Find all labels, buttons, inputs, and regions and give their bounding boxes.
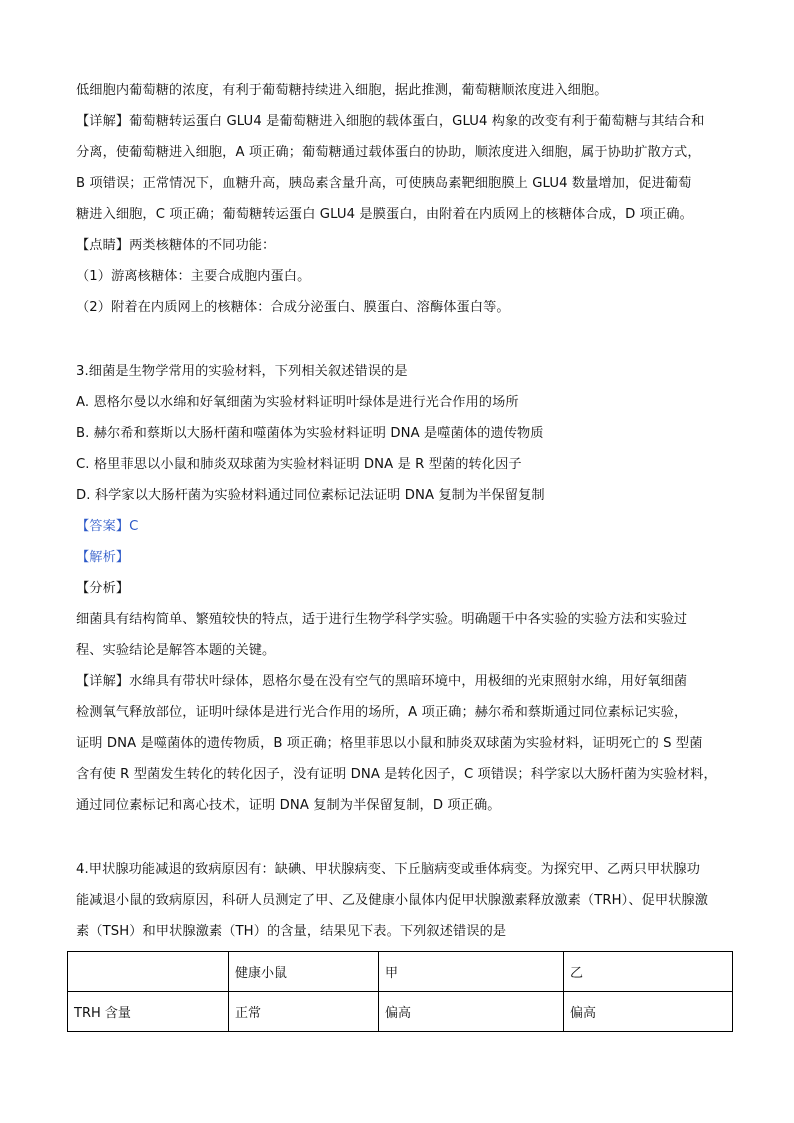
text-line: 糖进入细胞，C 项正确；葡萄糖转运蛋白 GLU4 是膜蛋白，由附着在内质网上的核糖体合成，D 项正确。 bbox=[76, 207, 693, 222]
table-cell: 乙 bbox=[564, 952, 733, 992]
option-c: C. 格里菲思以小鼠和肺炎双球菌为实验材料证明 DNA 是 R 型菌的转化因子 bbox=[76, 457, 522, 472]
tip-item-2: （2）附着在内质网上的核糖体：合成分泌蛋白、膜蛋白、溶酶体蛋白等。 bbox=[76, 300, 510, 315]
tip-heading: 【点睛】两类核糖体的不同功能： bbox=[76, 238, 276, 253]
option-d: D. 科学家以大肠杆菌为实验材料通过同位素标记法证明 DNA 复制为半保留复制 bbox=[76, 488, 545, 503]
table-row bbox=[68, 952, 733, 992]
text-line: 细菌具有结构简单、繁殖较快的特点，适于进行生物学科学实验。明确题干中各实验的实验方法和实验过 bbox=[76, 612, 688, 627]
text-line: 能减退小鼠的致病原因，科研人员测定了甲、乙及健康小鼠体内促甲状腺激素释放激素（TRH）、促甲状腺激 bbox=[76, 893, 709, 908]
text-line: 含有使 R 型菌发生转化的转化因子，没有证明 DNA 是转化因子，C 项错误；科学家以大肠杆菌为实验材料， bbox=[76, 767, 717, 782]
text-line: B 项错误；正常情况下，血糖升高，胰岛素含量升高，可使胰岛素靶细胞膜上 GLU4 数量增加，促进葡萄 bbox=[76, 176, 692, 191]
detail-line: 【详解】葡萄糖转运蛋白 GLU4 是葡萄糖进入细胞的载体蛋白，GLU4 构象的改变有利于葡萄糖与其结合和 bbox=[76, 114, 705, 129]
table-cell: TRH 含量 bbox=[68, 992, 229, 1032]
table-cell: 甲 bbox=[379, 952, 564, 992]
text-line: 检测氧气释放部位，证明叶绿体是进行光合作用的场所，A 项正确；赫尔希和蔡斯通过同位素标记实验， bbox=[76, 705, 688, 720]
table-cell: 健康小鼠 bbox=[229, 952, 379, 992]
tip-item-1: （1）游离核糖体：主要合成胞内蛋白。 bbox=[76, 269, 311, 284]
option-b: B. 赫尔希和蔡斯以大肠杆菌和噬菌体为实验材料证明 DNA 是噬菌体的遗传物质 bbox=[76, 426, 544, 441]
answer-label: 【答案】C bbox=[76, 519, 139, 534]
text-line: 分离，使葡萄糖进入细胞，A 项正确；葡萄糖通过载体蛋白的协助，顺浓度进入细胞，属于协助扩散方式， bbox=[76, 145, 701, 160]
detail-line: 【详解】水绵具有带状叶绿体，恩格尔曼在没有空气的黑暗环境中，用极细的光束照射水绵，用好氧细菌 bbox=[76, 674, 688, 689]
analysis-label: 【解析】 bbox=[76, 550, 130, 565]
text-line: 低细胞内葡萄糖的浓度，有利于葡萄糖持续进入细胞，据此推测，葡萄糖顺浓度进入细胞。 bbox=[76, 83, 608, 98]
hormone-table bbox=[67, 951, 733, 1032]
question-4: 4.甲状腺功能减退的致病原因有：缺碘、甲状腺病变、下丘脑病变或垂体病变。为探究甲、乙两只甲状腺功 bbox=[76, 862, 701, 877]
table-cell: 正常 bbox=[229, 992, 379, 1032]
question-3: 3.细菌是生物学常用的实验材料，下列相关叙述错误的是 bbox=[76, 364, 408, 379]
text-line: 通过同位素标记和离心技术，证明 DNA 复制为半保留复制，D 项正确。 bbox=[76, 798, 501, 813]
fenxi-label: 【分析】 bbox=[76, 581, 130, 596]
table-cell bbox=[68, 952, 229, 992]
text-line: 素（TSH）和甲状腺激素（TH）的含量，结果见下表。下列叙述错误的是 bbox=[76, 924, 507, 939]
table-cell: 偏高 bbox=[564, 992, 733, 1032]
option-a: A. 恩格尔曼以水绵和好氧细菌为实验材料证明叶绿体是进行光合作用的场所 bbox=[76, 395, 519, 410]
text-line: 证明 DNA 是噬菌体的遗传物质，B 项正确；格里菲思以小鼠和肺炎双球菌为实验材料，证明死亡的 S 型菌 bbox=[76, 736, 703, 751]
table-cell: 偏高 bbox=[379, 992, 564, 1032]
table-row bbox=[68, 992, 733, 1032]
text-line: 程、实验结论是解答本题的关键。 bbox=[76, 643, 276, 658]
